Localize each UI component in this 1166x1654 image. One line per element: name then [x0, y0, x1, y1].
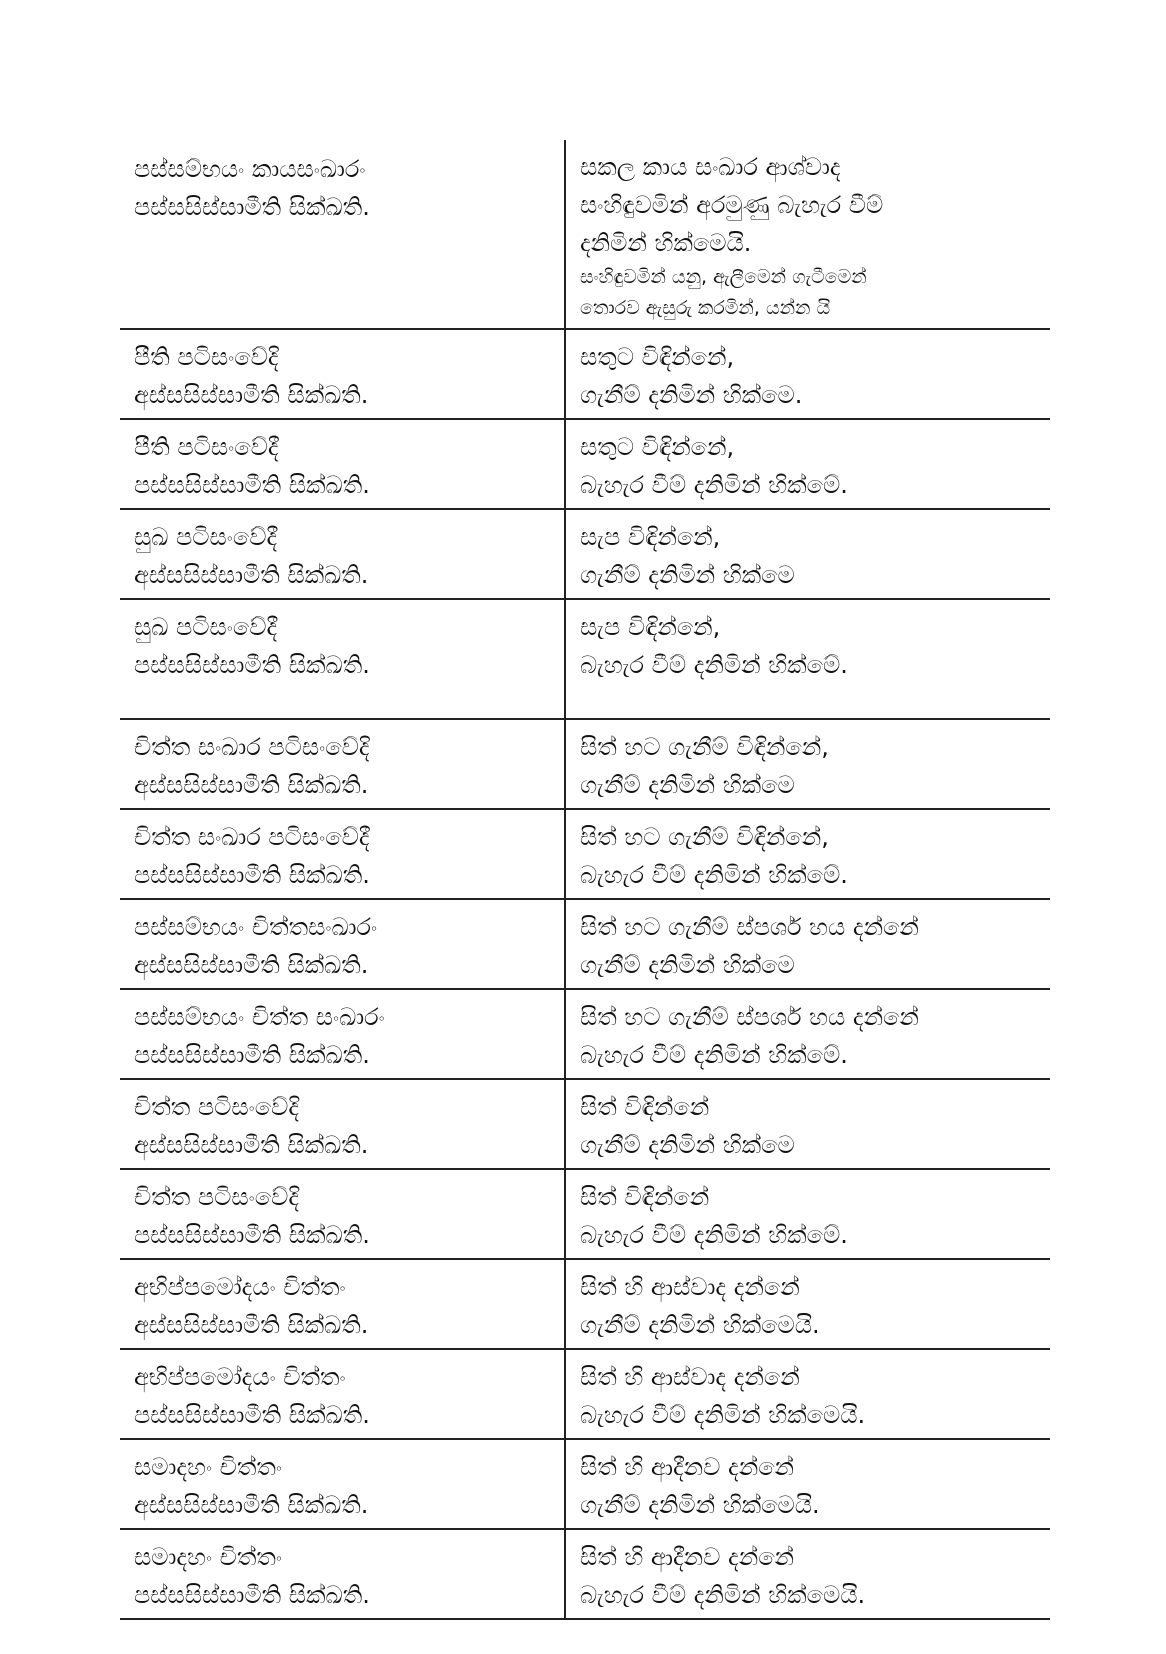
- pali-line: පස්සම්භයං කායසංඛාරං: [134, 155, 366, 183]
- table-row: [120, 599, 1050, 719]
- pali-cell: [120, 989, 565, 1079]
- pali-line: අභිප්පමෝදයං චිත්තං: [134, 1273, 346, 1301]
- pali-line: අස්සසිස්සාමීති සික්ඛති.: [134, 1311, 369, 1339]
- sinhala-line: බැහැර වීම් දනිමින් හික්මේ.: [580, 861, 848, 889]
- pali-line: සමාදහං චිත්තං: [134, 1543, 283, 1571]
- sinhala-line: ගැනීම් දනිමින් හික්මෙ.: [580, 381, 803, 409]
- sinhala-line: සිත් හට ගැනීම් විඳින්නේ,: [580, 823, 829, 851]
- sinhala-line: ගැනීම් දනිමින් හික්මෙ: [580, 951, 795, 979]
- sinhala-cell: [565, 1169, 1050, 1259]
- pali-cell: [120, 509, 565, 599]
- table-row: [120, 719, 1050, 809]
- pali-cell: [120, 1259, 565, 1349]
- sinhala-line: ගැනීම් දනිමින් හික්මෙයි.: [580, 1491, 820, 1519]
- sinhala-cell: [565, 989, 1050, 1079]
- pali-line: අස්සසිස්සාමීති සික්ඛති.: [134, 381, 369, 409]
- table-row: [120, 1349, 1050, 1439]
- pali-line: අස්සසිස්සාමීති සික්ඛති.: [134, 771, 369, 799]
- table-row: [120, 329, 1050, 419]
- sinhala-line: සකල කාය සංඛාර ආශ්වාද: [580, 153, 841, 181]
- sinhala-line: බැහැර වීම් දනිමින් හික්මේ.: [580, 1221, 848, 1249]
- pali-cell: [120, 1349, 565, 1439]
- sinhala-line: බැහැර වීම් දනිමින් හික්මෙයි.: [580, 1401, 866, 1429]
- sinhala-line: සිත් හි ආස්වාද දන්නේ: [580, 1363, 800, 1391]
- table-row: [120, 899, 1050, 989]
- sinhala-line: සිත් හි ආදීනව දන්නේ: [580, 1543, 795, 1571]
- pali-line: සුඛ පටිසංවේදී: [134, 523, 278, 551]
- pali-cell: [120, 1529, 565, 1619]
- pali-cell: [120, 1169, 565, 1259]
- table-row: [120, 1529, 1050, 1619]
- table-row: [120, 809, 1050, 899]
- sinhala-line: සැප විඳින්නේ,: [580, 613, 721, 641]
- table-row: [120, 140, 1050, 329]
- pali-line: පීති පටිසංවේදී: [134, 433, 279, 461]
- sinhala-line: සිත් හට ගැනීම් ස්පර්ශ හය දන්නේ: [580, 913, 919, 941]
- explanatory-note: තොරව ඇසුරු කරමින්, යන්න යි: [580, 297, 831, 319]
- table-row: [120, 1439, 1050, 1529]
- pali-cell: [120, 1079, 565, 1169]
- sinhala-line: සිත් හට ගැනීම් ස්පර්ශ හය දන්නේ: [580, 1003, 919, 1031]
- pali-line: පීති පටිසංවේදි: [134, 343, 279, 371]
- sinhala-cell: [565, 1529, 1050, 1619]
- table-row: [120, 509, 1050, 599]
- pali-line: චිත්ත සංඛාර පටිසංවේදී: [134, 823, 370, 851]
- pali-line: අස්සසිස්සාමීති සික්ඛති.: [134, 561, 369, 589]
- sinhala-cell: [565, 329, 1050, 419]
- pali-line: චිත්ත පටිසංවේදි: [134, 1183, 299, 1211]
- table-row: [120, 1259, 1050, 1349]
- pali-line: චිත්ත සංඛාර පටිසංවේදි: [134, 733, 370, 761]
- verse-comparison-table: [120, 140, 1050, 1620]
- pali-line: පස්සසිස්සාමීති සික්ඛති.: [134, 651, 370, 679]
- pali-line: අස්සසිස්සාමීති සික්ඛති.: [134, 951, 369, 979]
- sinhala-line: බැහැර වීම් දනිමින් හික්මේ.: [580, 651, 848, 679]
- pali-line: පස්සසිස්සාමීති සික්ඛති.: [134, 471, 370, 499]
- sinhala-line: බැහැර වීම් දනිමින් හික්මෙයි.: [580, 1581, 866, 1609]
- sinhala-cell: [565, 809, 1050, 899]
- pali-line: පස්සසිස්සාමීති සික්ඛති.: [134, 1581, 370, 1609]
- pali-line: සුඛ පටිසංවේදී: [134, 613, 278, 641]
- pali-line: පස්සම්භයං චිත්තසංඛාරං: [134, 913, 378, 941]
- sinhala-line: දනිමින් හික්මෙයි.: [580, 229, 752, 257]
- sinhala-cell: [565, 419, 1050, 509]
- pali-line: පස්සසිස්සාමීති සික්ඛති.: [134, 193, 370, 221]
- sinhala-line: සතුට විඳින්නේ,: [580, 433, 735, 461]
- pali-line: චිත්ත පටිසංවේදි: [134, 1093, 299, 1121]
- table-row: [120, 989, 1050, 1079]
- pali-cell: [120, 140, 565, 329]
- pali-line: පස්සසිස්සාමීති සික්ඛති.: [134, 1401, 370, 1429]
- pali-cell: [120, 719, 565, 809]
- pali-cell: [120, 419, 565, 509]
- sinhala-line: බැහැර වීම් දනිමින් හික්මේ.: [580, 1041, 848, 1069]
- pali-line: පස්සම්භයං චිත්ත සංඛාරං: [134, 1003, 385, 1031]
- sinhala-cell: [565, 1079, 1050, 1169]
- pali-cell: [120, 329, 565, 419]
- sinhala-line: ගැනීම් දනිමින් හික්මෙයි.: [580, 1311, 820, 1339]
- table-row: [120, 1169, 1050, 1259]
- sinhala-cell: [565, 719, 1050, 809]
- pali-cell: [120, 809, 565, 899]
- sinhala-line: සිත් විඳින්නේ: [580, 1093, 710, 1121]
- pali-cell: [120, 1439, 565, 1529]
- pali-line: අභිප්පමෝදයං චිත්තං: [134, 1363, 346, 1391]
- sinhala-line: සතුට විඳින්නේ,: [580, 343, 735, 371]
- pali-line: අස්සසිස්සාමීති සික්ඛති.: [134, 1131, 369, 1159]
- sinhala-line: සිත් විඳින්නේ: [580, 1183, 710, 1211]
- sinhala-line: සිත් හට ගැනීම් විඳින්නේ,: [580, 733, 829, 761]
- sinhala-cell: [565, 1349, 1050, 1439]
- pali-cell: [120, 899, 565, 989]
- pali-line: පස්සසිස්සාමීති සික්ඛති.: [134, 1041, 370, 1069]
- pali-cell: [120, 599, 565, 719]
- sinhala-cell: [565, 509, 1050, 599]
- sinhala-line: ගැනීම් දනිමින් හික්මෙ: [580, 561, 795, 589]
- sinhala-line: සිත් හි ආස්වාද දන්නේ: [580, 1273, 800, 1301]
- pali-line: අස්සසිස්සාමීති සික්ඛති.: [134, 1491, 369, 1519]
- explanatory-note: සංහිඳුවමින් යනු, ඇලීමෙන් ගැටීමෙන්: [580, 266, 867, 288]
- sinhala-line: සංහිඳුවමින් අරමුණු බැහැර වීම්: [580, 191, 884, 219]
- sinhala-cell: [565, 1439, 1050, 1529]
- table-row: [120, 1079, 1050, 1169]
- sinhala-cell: [565, 599, 1050, 719]
- sinhala-cell: [565, 1259, 1050, 1349]
- sinhala-cell: [565, 140, 1050, 329]
- sinhala-line: සැප විඳින්නේ,: [580, 523, 721, 551]
- sinhala-cell: [565, 899, 1050, 989]
- pali-line: සමාදහං චිත්තං: [134, 1453, 283, 1481]
- sinhala-line: ගැනීම් දනිමින් හික්මෙ: [580, 771, 795, 799]
- sinhala-line: ගැනීම් දනිමින් හික්මෙ: [580, 1131, 795, 1159]
- table-row: [120, 419, 1050, 509]
- pali-line: පස්සසිස්සාමීති සික්ඛති.: [134, 1221, 370, 1249]
- pali-line: පස්සසිස්සාමීති සික්ඛති.: [134, 861, 370, 889]
- sinhala-line: බැහැර වීම් දනිමින් හික්මේ.: [580, 471, 848, 499]
- sinhala-line: සිත් හි ආදීනව දන්නේ: [580, 1453, 795, 1481]
